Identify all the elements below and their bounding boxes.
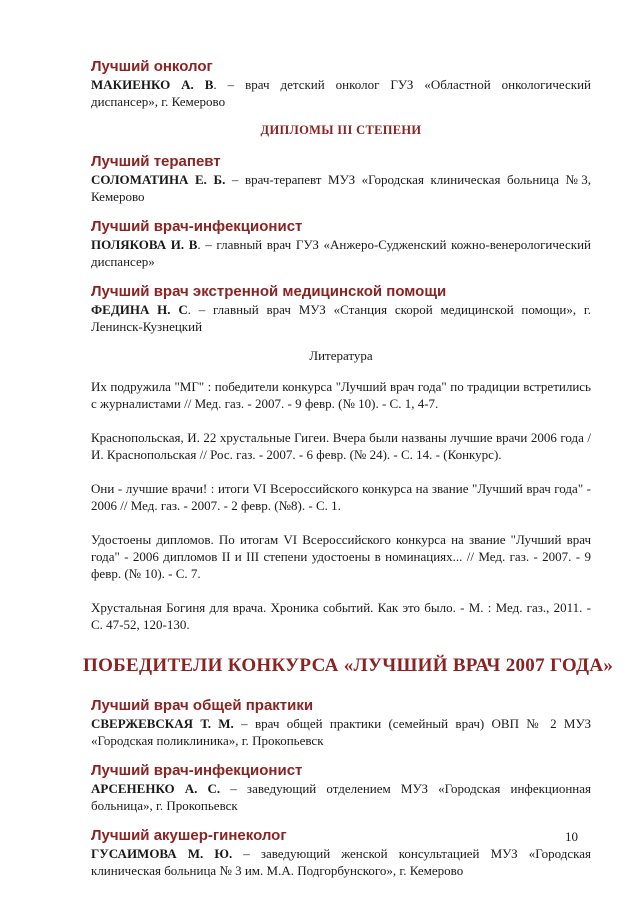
entry-body — [91, 780, 591, 814]
literature-item: Они - лучшие врачи! : итоги VI Всероссийского конкурса на звание "Лучший врач года" - 2006 // Мед. газ. - 2007. - 2 февр. (№8). - С. 1. — [91, 481, 591, 513]
entry-description: . – главный врач МУЗ «Станция скорой медицинской помощи», г. Ленинск-Кузнецкий — [91, 302, 591, 334]
entry-description: – заведующий женской консультацией МУЗ «Городская клиническая больница № 3 им. М.А. Подгорбунского», г. Кемерово — [91, 846, 591, 878]
entry-description: . – врач детский онколог ГУЗ «Областной онкологический диспансер», г. Кемерово — [91, 77, 591, 109]
entry-name: МАКИЕНКО А. В — [91, 77, 214, 92]
entry-title: Лучший врач-инфекционист — [91, 762, 303, 779]
literature-item: Удостоены дипломов. По итогам VI Всероссийского конкурса на звание "Лучший врач года" - 2006 дипломов II и III степени удостоены в номинациях... // Мед. газ. - 2007. - 9 февр. (№ 10). - С. 7. — [91, 532, 591, 581]
entry-name: АРСЕНЕНКО А. С. — [91, 781, 221, 796]
entry-general-practice — [91, 697, 591, 749]
entry-body — [91, 301, 591, 335]
entry-infectionist-2007 — [91, 762, 591, 814]
entry-title: Лучший врач-инфекционист — [91, 218, 303, 235]
entry-body — [91, 845, 591, 879]
entry-body — [91, 171, 591, 205]
entry-name: ПОЛЯКОВА И. В — [91, 237, 198, 252]
entry-description: – врач-терапевт МУЗ «Городская клиническая больница №3, Кемерово — [91, 172, 591, 204]
diploma-heading: ДИПЛОМЫ III СТЕПЕНИ — [260, 123, 422, 137]
entry-name: СВЕРЖЕВСКАЯ Т. М. — [91, 716, 234, 731]
literature-item: Их подружила "МГ" : победители конкурса "Лучший врач года" по традиции встретились с журналистами // Мед. газ. - 2007. - 9 февр. (№ 10). - С. 1, 4-7. — [91, 379, 591, 411]
literature-item: Хрустальная Богиня для врача. Хроника событий. Как это было. - М. : Мед. газ., 2011. - С. 47-52, 120-130. — [91, 600, 591, 632]
entry-body — [91, 76, 591, 110]
entry-title: Лучший врач экстренной медицинской помощи — [91, 283, 447, 300]
entry-description: – врач общей практики (семейный врач) ОВП № 2 МУЗ «Городская поликлиника», г. Прокопьевск — [91, 716, 592, 748]
literature-heading: Литература — [309, 348, 373, 363]
document-page — [83, 58, 614, 892]
literature-item: Краснопольская, И. 22 хрустальные Гигеи. Вчера были названы лучшие врачи 2006 года / И. Краснопольская // Рос. газ. - 2007. - 6 февр. (№ 24). - С. 14. - (Конкурс). — [91, 430, 591, 462]
entry-name: СОЛОМАТИНА Е. Б. — [91, 172, 226, 187]
entry-title: Лучший врач общей практики — [91, 697, 314, 714]
entry-title: Лучший терапевт — [91, 153, 221, 170]
entry-infectionist — [91, 218, 591, 270]
page-number: 10 — [565, 829, 578, 844]
winners-heading: ПОБЕДИТЕЛИ КОНКУРСА «ЛУЧШИЙ ВРАЧ 2007 ГОДА» — [83, 655, 614, 676]
entry-name: ГУСАИМОВА М. Ю. — [91, 846, 233, 861]
entry-body — [91, 715, 591, 749]
entry-body — [91, 236, 591, 270]
entry-emergency — [91, 283, 591, 335]
entry-name: ФЕДИНА Н. С — [91, 302, 188, 317]
entry-title: Лучший акушер-гинеколог — [91, 827, 287, 844]
entry-description: . – главный врач ГУЗ «Анжеро-Судженский кожно-венерологический диспансер» — [91, 237, 591, 269]
entry-oncologist — [91, 58, 591, 110]
entry-therapist — [91, 153, 591, 205]
entry-description: – заведующий отделением МУЗ «Городская инфекционная больница», г. Прокопьевск — [91, 781, 591, 813]
entry-title: Лучший онколог — [91, 58, 213, 75]
entry-obstetrician — [91, 827, 591, 879]
